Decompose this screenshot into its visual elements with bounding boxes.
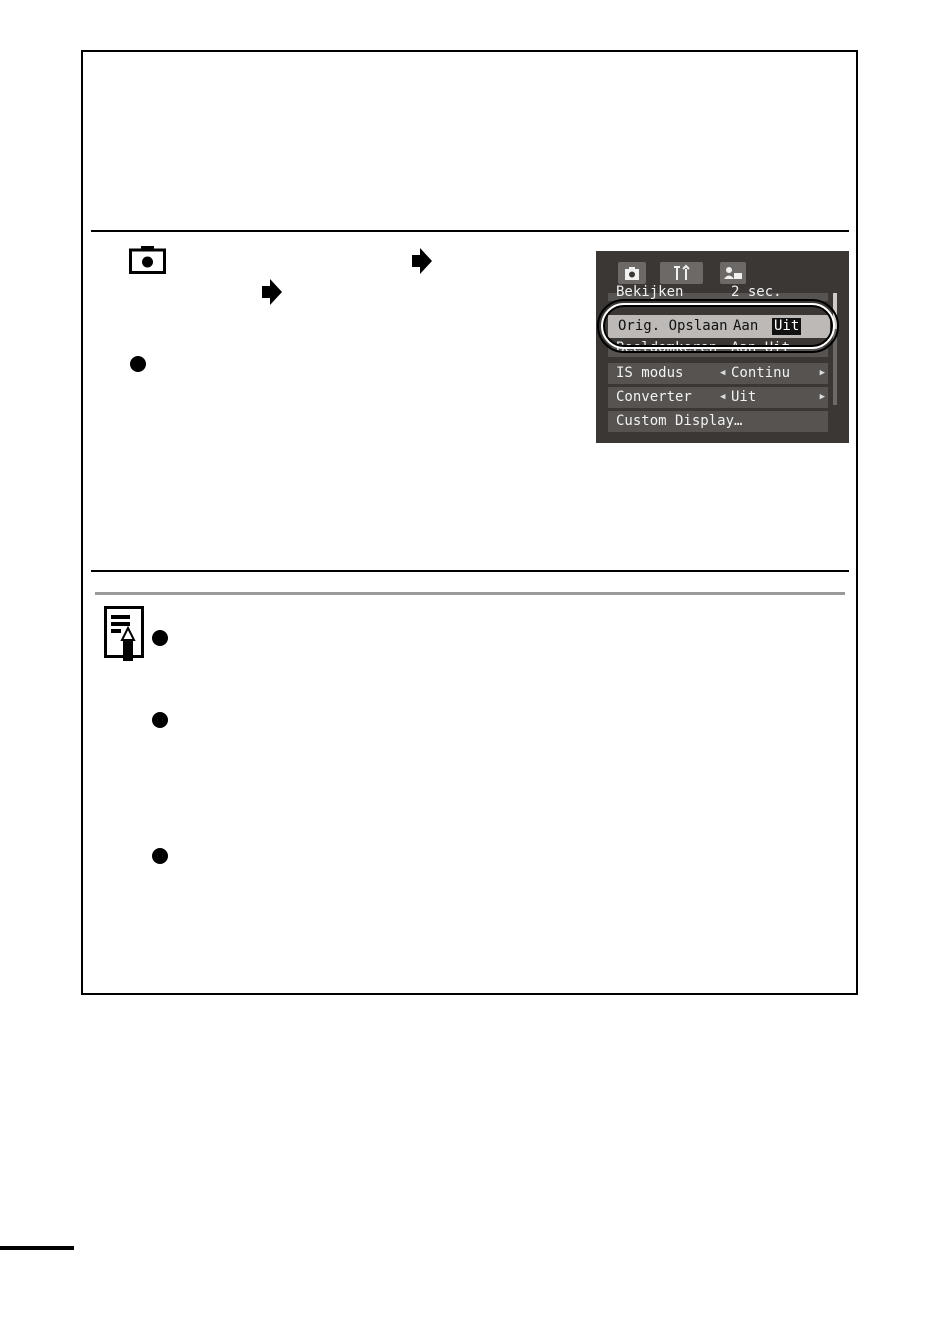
menu-row-value: Aan Uit [731, 340, 791, 356]
menu-row-value: 2 sec. [731, 284, 782, 300]
bullet-point [152, 630, 168, 646]
menu-row-is-modus[interactable] [608, 363, 828, 384]
note-divider [95, 592, 845, 595]
camera-tab[interactable] [618, 262, 646, 284]
arrow-left-icon: ◀ [720, 368, 726, 378]
menu-row-value: Continu [731, 365, 791, 381]
menu-row-label: Orig. Opslaan [618, 318, 728, 334]
bullet-point [130, 356, 146, 372]
arrow-right-icon [412, 248, 432, 274]
menu-row-value: Uit [731, 389, 757, 405]
page-footer-rule [0, 1246, 74, 1250]
arrow-right-icon [262, 279, 282, 305]
menu-row-converter[interactable] [608, 387, 828, 408]
my-camera-tab-icon [721, 262, 745, 284]
note-pencil-icon [104, 606, 144, 662]
camera-tab-icon [622, 262, 642, 284]
camera-mode-icon [129, 246, 166, 274]
bullet-point [152, 712, 168, 728]
arrow-left-icon: ◀ [720, 392, 726, 402]
highlight-ring-inner [603, 305, 833, 347]
option-aan[interactable]: Aan [733, 318, 759, 334]
tools-tab-icon [667, 262, 697, 284]
menu-row-label: Beeldomkeren [616, 340, 718, 356]
arrow-right-small-icon: ▶ [819, 368, 825, 378]
menu-row-label: Custom Display… [616, 413, 743, 429]
option-uit-selected[interactable]: Uit [774, 318, 800, 334]
menu-row-custom-display[interactable] [608, 411, 828, 432]
section-divider-middle [91, 570, 849, 572]
tools-tab[interactable] [660, 262, 703, 284]
menu-row-label: IS modus [616, 365, 684, 381]
menu-row-label: Converter [616, 389, 692, 405]
my-camera-tab[interactable] [720, 262, 746, 284]
menu-row-label: Bekijken [616, 284, 684, 300]
content-frame [81, 50, 858, 995]
arrow-right-small-icon: ▶ [819, 392, 825, 402]
bullet-point [152, 848, 168, 864]
section-divider-top [91, 230, 849, 232]
